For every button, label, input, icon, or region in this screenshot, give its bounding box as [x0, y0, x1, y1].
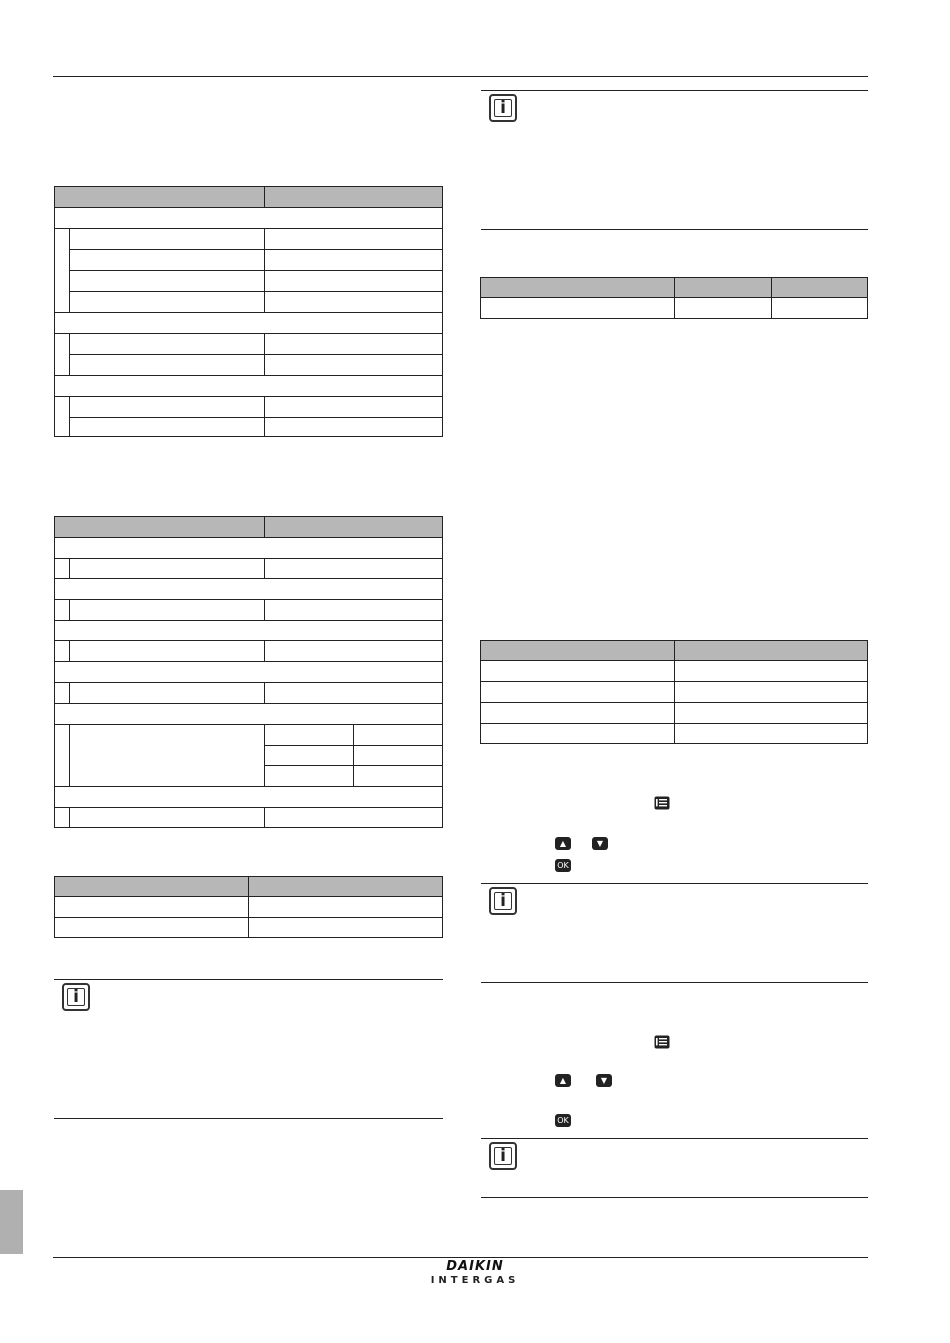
table-3-header-divider	[248, 876, 249, 897]
table-2-group-row	[54, 703, 443, 725]
footer-rule	[53, 1257, 868, 1258]
table-1-group-row	[54, 312, 443, 334]
table-2-header-divider	[264, 516, 265, 538]
table-2-col-divider	[264, 640, 265, 662]
info-icon-glyph: i	[500, 891, 506, 911]
table-2-col-divider	[264, 682, 265, 704]
info-icon-glyph: i	[500, 1146, 506, 1166]
table-3-col-divider	[248, 896, 249, 938]
table-1-row	[69, 396, 443, 418]
info-icon	[489, 887, 517, 915]
left-note-top-rule	[54, 979, 443, 980]
table-2-group-row	[54, 578, 443, 600]
table-2-row	[69, 558, 443, 579]
table-2-row	[69, 682, 443, 704]
table-2-group-row	[54, 661, 443, 683]
table-1-row	[69, 417, 443, 437]
table-4-header-divider	[771, 277, 772, 298]
info-icon-glyph: i	[73, 987, 79, 1007]
brand-logo-daikin: DAIKIN	[446, 1259, 504, 1274]
table-1-group-row	[54, 375, 443, 397]
table-4-col-divider	[674, 297, 675, 319]
table-1-row	[69, 228, 443, 250]
down-arrow-icon: ▼	[596, 1074, 612, 1087]
info-icon	[489, 94, 517, 122]
ok-button-icon: OK	[555, 1114, 571, 1127]
table-2-row	[69, 599, 443, 621]
table-1-header	[54, 186, 443, 208]
table-5-col-divider	[674, 660, 675, 744]
header-rule	[53, 76, 868, 77]
table-2-header	[54, 516, 443, 538]
table-2-col-divider	[264, 558, 265, 579]
up-arrow-icon: ▲	[555, 1074, 571, 1087]
table-1-row	[69, 291, 443, 313]
table-2-bottom-border	[54, 827, 69, 828]
table-1-bottom-border	[54, 436, 69, 437]
table-1-row	[69, 270, 443, 292]
table-2-subcell	[264, 765, 354, 787]
table-1-row	[69, 249, 443, 271]
table-2-col-divider	[264, 807, 265, 828]
chapter-tab-marker	[0, 1190, 23, 1254]
right-note-1-bottom-rule	[481, 229, 868, 230]
left-note-bottom-rule	[54, 1118, 443, 1119]
ok-button-icon: OK	[555, 859, 571, 872]
table-2-row	[69, 640, 443, 662]
up-arrow-icon: ▲	[555, 837, 571, 850]
table-2-subcell	[264, 724, 354, 746]
table-1-row	[69, 333, 443, 355]
table-4-col-divider	[771, 297, 772, 319]
table-1-left-border	[54, 228, 55, 437]
table-2-group-row	[54, 786, 443, 808]
right-note-2-top-rule	[481, 883, 868, 884]
table-1-row	[69, 354, 443, 376]
menu-icon	[654, 796, 670, 810]
table-1-col-divider	[264, 396, 265, 437]
down-arrow-icon: ▼	[592, 837, 608, 850]
info-icon	[62, 983, 90, 1011]
right-note-3-bottom-rule	[481, 1197, 868, 1198]
right-note-2-bottom-rule	[481, 982, 868, 983]
brand-logo-intergas: INTERGAS	[430, 1275, 520, 1286]
table-2-col-divider	[264, 599, 265, 621]
table-2-row	[69, 807, 443, 828]
table-1-header-divider	[264, 186, 265, 208]
right-note-1-top-rule	[481, 90, 868, 91]
table-2-left-border	[54, 537, 55, 828]
table-2-group-row	[54, 537, 443, 559]
table-1-group-row	[54, 207, 443, 229]
info-icon	[489, 1142, 517, 1170]
right-note-3-top-rule	[481, 1138, 868, 1139]
info-icon-glyph: i	[500, 98, 506, 118]
table-1-col-divider	[264, 333, 265, 376]
table-2-subcell	[264, 745, 354, 766]
table-2-subcell	[353, 724, 443, 746]
table-1-col-divider	[264, 228, 265, 313]
table-2-subcell	[353, 765, 443, 787]
table-5-header-divider	[674, 640, 675, 661]
menu-icon	[654, 1035, 670, 1049]
table-2-group-row	[54, 620, 443, 641]
table-2-subcell	[353, 745, 443, 766]
table-4-header-divider	[674, 277, 675, 298]
